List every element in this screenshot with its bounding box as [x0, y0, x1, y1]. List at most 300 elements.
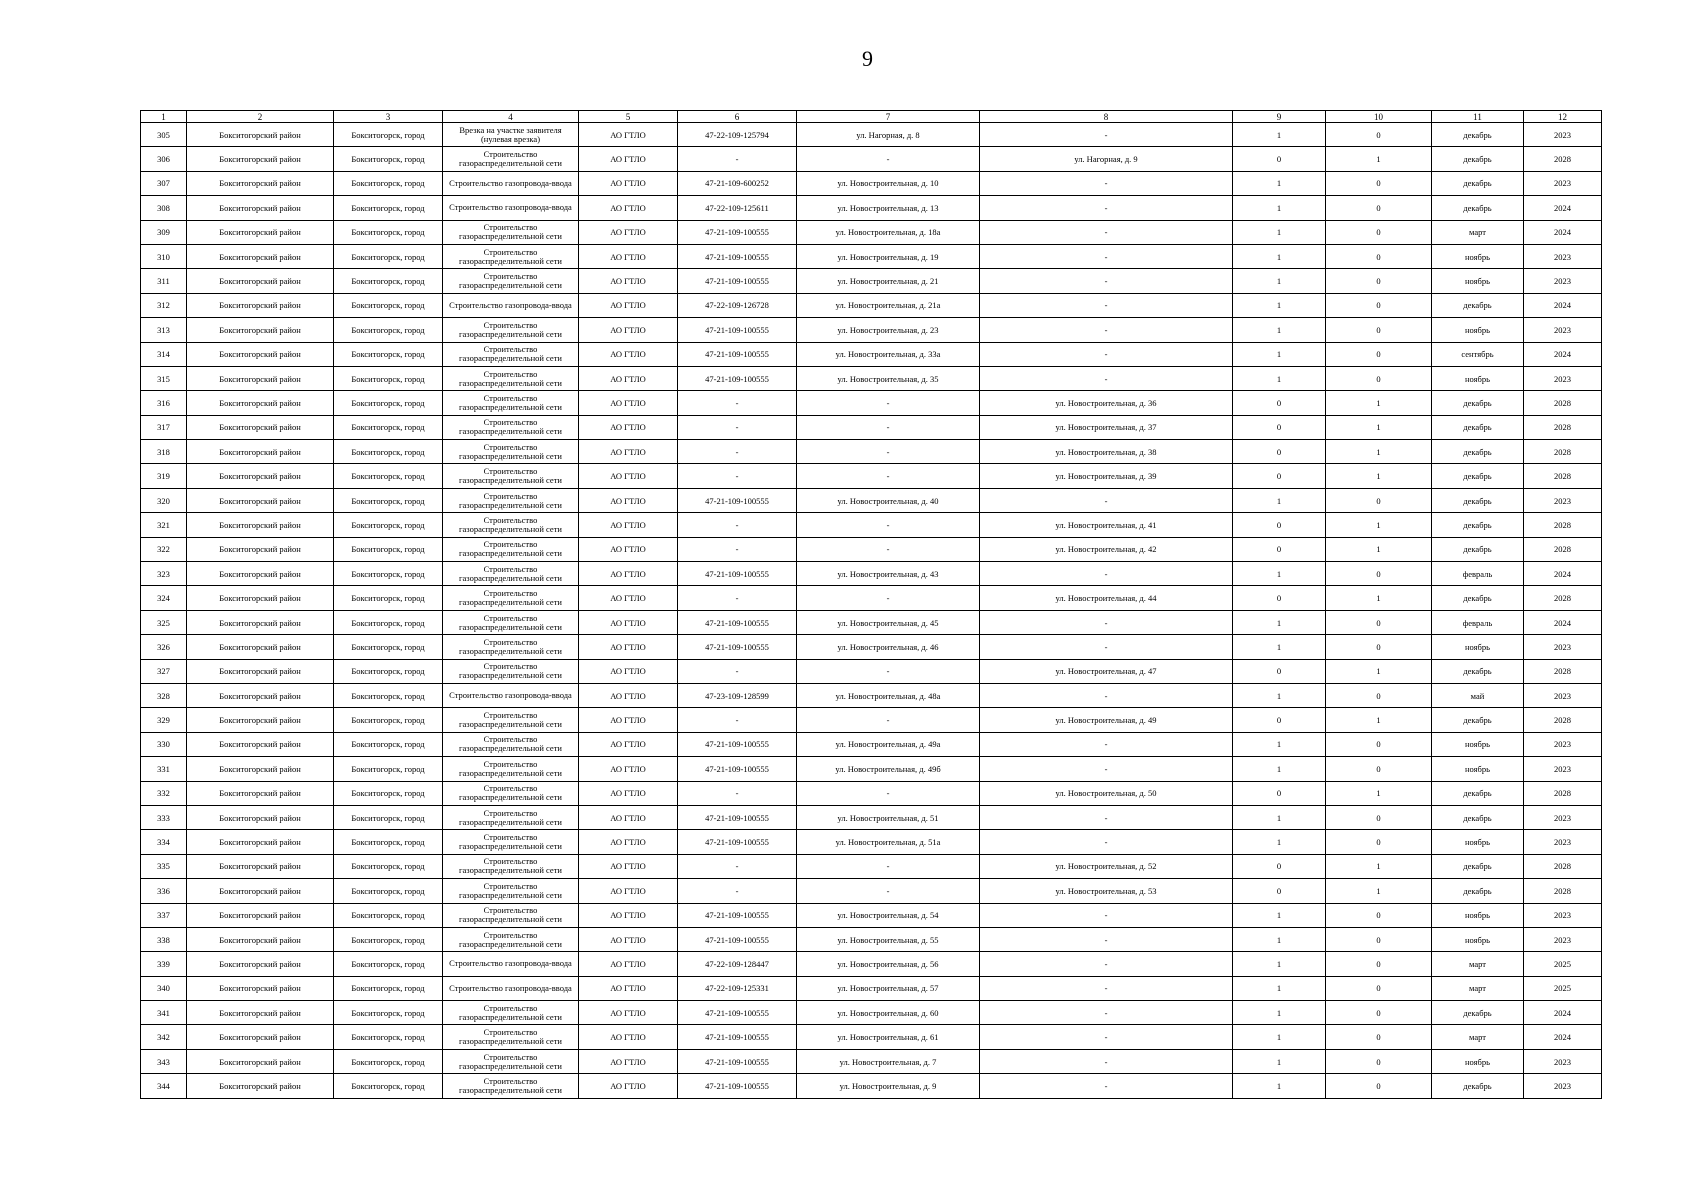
row-number-cell: 341 [141, 1001, 187, 1025]
address-cell: - [797, 440, 980, 464]
planned-address-cell: ул. Новостроительная, д. 39 [980, 464, 1233, 488]
work-type-cell: Строительство газораспределительной сети [443, 562, 579, 586]
work-type-cell: Строительство газораспределительной сети [443, 1001, 579, 1025]
work-type-cell: Строительство газораспределительной сети [443, 513, 579, 537]
row-number-cell: 311 [141, 269, 187, 293]
work-type-cell: Строительство газораспределительной сети [443, 586, 579, 610]
organization-cell: АО ГТЛО [579, 342, 678, 366]
settlement-cell: Бокситогорск, город [334, 318, 443, 342]
organization-cell: АО ГТЛО [579, 269, 678, 293]
count-cell: 1 [1233, 1049, 1326, 1073]
row-number-cell: 336 [141, 879, 187, 903]
settlement-cell: Бокситогорск, город [334, 976, 443, 1000]
row-number-cell: 325 [141, 610, 187, 634]
planned-address-cell: ул. Новостроительная, д. 37 [980, 415, 1233, 439]
row-number-cell: 339 [141, 952, 187, 976]
work-type-cell: Строительство газораспределительной сети [443, 269, 579, 293]
settlement-cell: Бокситогорск, город [334, 1049, 443, 1073]
district-cell: Бокситогорский район [187, 1049, 334, 1073]
year-cell: 2023 [1524, 318, 1602, 342]
count-cell: 1 [1233, 269, 1326, 293]
work-type-cell: Строительство газораспределительной сети [443, 244, 579, 268]
count-cell: 1 [1233, 805, 1326, 829]
organization-cell: АО ГТЛО [579, 879, 678, 903]
planned-address-cell: ул. Новостроительная, д. 36 [980, 391, 1233, 415]
settlement-cell: Бокситогорск, город [334, 537, 443, 561]
organization-cell: АО ГТЛО [579, 1074, 678, 1098]
work-type-cell: Строительство газораспределительной сети [443, 342, 579, 366]
table-row [141, 391, 1602, 415]
column-header-1: 1 [141, 111, 187, 123]
row-number-cell: 332 [141, 781, 187, 805]
object-code-cell: 47-21-109-100555 [678, 318, 797, 342]
object-code-cell: 47-21-109-100555 [678, 366, 797, 390]
organization-cell: АО ГТЛО [579, 415, 678, 439]
settlement-cell: Бокситогорск, город [334, 562, 443, 586]
district-cell: Бокситогорский район [187, 488, 334, 512]
work-type-cell: Строительство газораспределительной сети [443, 440, 579, 464]
work-type-cell: Строительство газораспределительной сети [443, 732, 579, 756]
row-number-cell: 326 [141, 635, 187, 659]
address-cell: ул. Новостроительная, д. 60 [797, 1001, 980, 1025]
address-cell: - [797, 513, 980, 537]
district-cell: Бокситогорский район [187, 854, 334, 878]
table-row [141, 147, 1602, 171]
table-row [141, 196, 1602, 220]
table-row [141, 586, 1602, 610]
table-row [141, 123, 1602, 147]
column-header-10: 10 [1326, 111, 1432, 123]
planned-address-cell: ул. Новостроительная, д. 49 [980, 708, 1233, 732]
settlement-cell: Бокситогорск, город [334, 927, 443, 951]
work-type-cell: Строительство газораспределительной сети [443, 781, 579, 805]
object-code-cell: - [678, 440, 797, 464]
planned-address-cell: ул. Новостроительная, д. 53 [980, 879, 1233, 903]
work-type-cell: Строительство газораспределительной сети [443, 805, 579, 829]
district-cell: Бокситогорский район [187, 683, 334, 707]
settlement-cell: Бокситогорск, город [334, 488, 443, 512]
planned-address-cell: - [980, 903, 1233, 927]
planned-count-cell: 0 [1326, 732, 1432, 756]
planned-address-cell: - [980, 366, 1233, 390]
district-cell: Бокситогорский район [187, 196, 334, 220]
address-cell: ул. Новостроительная, д. 9 [797, 1074, 980, 1098]
district-cell: Бокситогорский район [187, 537, 334, 561]
column-header-12: 12 [1524, 111, 1602, 123]
count-cell: 0 [1233, 464, 1326, 488]
month-cell: декабрь [1432, 196, 1524, 220]
count-cell: 1 [1233, 293, 1326, 317]
object-code-cell: - [678, 854, 797, 878]
object-code-cell: - [678, 659, 797, 683]
planned-count-cell: 1 [1326, 781, 1432, 805]
table-row [141, 440, 1602, 464]
object-code-cell: 47-21-109-100555 [678, 610, 797, 634]
work-type-cell: Строительство газораспределительной сети [443, 1049, 579, 1073]
table-row [141, 513, 1602, 537]
month-cell: декабрь [1432, 879, 1524, 903]
count-cell: 1 [1233, 830, 1326, 854]
month-cell: декабрь [1432, 1001, 1524, 1025]
settlement-cell: Бокситогорск, город [334, 952, 443, 976]
count-cell: 0 [1233, 440, 1326, 464]
organization-cell: АО ГТЛО [579, 464, 678, 488]
address-cell: ул. Новостроительная, д. 23 [797, 318, 980, 342]
year-cell: 2024 [1524, 342, 1602, 366]
column-header-9: 9 [1233, 111, 1326, 123]
work-type-cell: Строительство газораспределительной сети [443, 830, 579, 854]
planned-count-cell: 0 [1326, 927, 1432, 951]
object-code-cell: 47-22-109-128447 [678, 952, 797, 976]
year-cell: 2023 [1524, 805, 1602, 829]
object-code-cell: 47-21-109-100555 [678, 488, 797, 512]
settlement-cell: Бокситогорск, город [334, 732, 443, 756]
address-cell: - [797, 464, 980, 488]
address-cell: ул. Новостроительная, д. 45 [797, 610, 980, 634]
table-row [141, 635, 1602, 659]
address-cell: ул. Новостроительная, д. 61 [797, 1025, 980, 1049]
row-number-cell: 333 [141, 805, 187, 829]
object-code-cell: 47-21-109-100555 [678, 1025, 797, 1049]
table-row [141, 1049, 1602, 1073]
district-cell: Бокситогорский район [187, 171, 334, 195]
organization-cell: АО ГТЛО [579, 732, 678, 756]
count-cell: 0 [1233, 513, 1326, 537]
address-cell: ул. Новостроительная, д. 18а [797, 220, 980, 244]
object-code-cell: 47-21-109-100555 [678, 830, 797, 854]
year-cell: 2024 [1524, 1025, 1602, 1049]
object-code-cell: 47-22-109-125331 [678, 976, 797, 1000]
table-row [141, 1074, 1602, 1098]
object-code-cell: - [678, 415, 797, 439]
district-cell: Бокситогорский район [187, 1025, 334, 1049]
month-cell: ноябрь [1432, 1049, 1524, 1073]
district-cell: Бокситогорский район [187, 269, 334, 293]
object-code-cell: - [678, 708, 797, 732]
district-cell: Бокситогорский район [187, 123, 334, 147]
planned-count-cell: 0 [1326, 342, 1432, 366]
count-cell: 1 [1233, 1025, 1326, 1049]
organization-cell: АО ГТЛО [579, 244, 678, 268]
table-row [141, 269, 1602, 293]
year-cell: 2023 [1524, 1049, 1602, 1073]
district-cell: Бокситогорский район [187, 366, 334, 390]
table-row [141, 854, 1602, 878]
year-cell: 2024 [1524, 562, 1602, 586]
planned-count-cell: 0 [1326, 805, 1432, 829]
planned-address-cell: - [980, 562, 1233, 586]
planned-count-cell: 1 [1326, 440, 1432, 464]
district-cell: Бокситогорский район [187, 1074, 334, 1098]
year-cell: 2023 [1524, 488, 1602, 512]
month-cell: декабрь [1432, 537, 1524, 561]
planned-address-cell: - [980, 1049, 1233, 1073]
year-cell: 2023 [1524, 830, 1602, 854]
address-cell: ул. Нагорная, д. 8 [797, 123, 980, 147]
month-cell: февраль [1432, 562, 1524, 586]
month-cell: март [1432, 220, 1524, 244]
row-number-cell: 317 [141, 415, 187, 439]
organization-cell: АО ГТЛО [579, 293, 678, 317]
settlement-cell: Бокситогорск, город [334, 415, 443, 439]
year-cell: 2023 [1524, 269, 1602, 293]
work-type-cell: Строительство газораспределительной сети [443, 318, 579, 342]
month-cell: декабрь [1432, 586, 1524, 610]
planned-count-cell: 0 [1326, 196, 1432, 220]
row-number-cell: 307 [141, 171, 187, 195]
count-cell: 1 [1233, 562, 1326, 586]
planned-address-cell: ул. Нагорная, д. 9 [980, 147, 1233, 171]
planned-count-cell: 0 [1326, 610, 1432, 634]
count-cell: 0 [1233, 147, 1326, 171]
planned-count-cell: 0 [1326, 366, 1432, 390]
count-cell: 1 [1233, 488, 1326, 512]
column-number-row [141, 111, 1602, 123]
object-code-cell: - [678, 586, 797, 610]
work-type-cell: Строительство газораспределительной сети [443, 635, 579, 659]
settlement-cell: Бокситогорск, город [334, 244, 443, 268]
district-cell: Бокситогорский район [187, 562, 334, 586]
year-cell: 2024 [1524, 610, 1602, 634]
settlement-cell: Бокситогорск, город [334, 220, 443, 244]
settlement-cell: Бокситогорск, город [334, 196, 443, 220]
address-cell: - [797, 854, 980, 878]
planned-address-cell: - [980, 488, 1233, 512]
address-cell: ул. Новостроительная, д. 21 [797, 269, 980, 293]
table-row [141, 537, 1602, 561]
address-cell: ул. Новостроительная, д. 46 [797, 635, 980, 659]
planned-address-cell: - [980, 244, 1233, 268]
planned-count-cell: 1 [1326, 537, 1432, 561]
count-cell: 1 [1233, 171, 1326, 195]
work-type-cell: Строительство газораспределительной сети [443, 927, 579, 951]
table-row [141, 562, 1602, 586]
month-cell: декабрь [1432, 854, 1524, 878]
row-number-cell: 337 [141, 903, 187, 927]
planned-address-cell: - [980, 220, 1233, 244]
work-type-cell: Строительство газораспределительной сети [443, 366, 579, 390]
settlement-cell: Бокситогорск, город [334, 610, 443, 634]
count-cell: 1 [1233, 244, 1326, 268]
address-cell: - [797, 781, 980, 805]
settlement-cell: Бокситогорск, город [334, 830, 443, 854]
row-number-cell: 316 [141, 391, 187, 415]
object-code-cell: - [678, 781, 797, 805]
planned-count-cell: 0 [1326, 220, 1432, 244]
count-cell: 0 [1233, 708, 1326, 732]
planned-address-cell: ул. Новостроительная, д. 47 [980, 659, 1233, 683]
planned-count-cell: 0 [1326, 244, 1432, 268]
settlement-cell: Бокситогорск, город [334, 659, 443, 683]
table-row [141, 488, 1602, 512]
count-cell: 1 [1233, 123, 1326, 147]
month-cell: март [1432, 952, 1524, 976]
work-type-cell: Строительство газораспределительной сети [443, 903, 579, 927]
settlement-cell: Бокситогорск, город [334, 1025, 443, 1049]
district-cell: Бокситогорский район [187, 781, 334, 805]
row-number-cell: 329 [141, 708, 187, 732]
table-row [141, 293, 1602, 317]
object-code-cell: 47-21-109-100555 [678, 757, 797, 781]
year-cell: 2023 [1524, 123, 1602, 147]
district-cell: Бокситогорский район [187, 805, 334, 829]
count-cell: 0 [1233, 781, 1326, 805]
row-number-cell: 309 [141, 220, 187, 244]
planned-address-cell: - [980, 342, 1233, 366]
month-cell: март [1432, 1025, 1524, 1049]
organization-cell: АО ГТЛО [579, 683, 678, 707]
organization-cell: АО ГТЛО [579, 708, 678, 732]
work-type-cell: Строительство газораспределительной сети [443, 391, 579, 415]
address-cell: - [797, 879, 980, 903]
planned-address-cell: ул. Новостроительная, д. 52 [980, 854, 1233, 878]
settlement-cell: Бокситогорск, город [334, 805, 443, 829]
work-type-cell: Строительство газопровода-ввода [443, 171, 579, 195]
year-cell: 2023 [1524, 635, 1602, 659]
planned-count-cell: 1 [1326, 513, 1432, 537]
work-type-cell: Строительство газораспределительной сети [443, 1074, 579, 1098]
address-cell: ул. Новостроительная, д. 35 [797, 366, 980, 390]
row-number-cell: 321 [141, 513, 187, 537]
district-cell: Бокситогорский район [187, 244, 334, 268]
address-cell: ул. Новостроительная, д. 48а [797, 683, 980, 707]
work-type-cell: Строительство газораспределительной сети [443, 708, 579, 732]
row-number-cell: 308 [141, 196, 187, 220]
address-cell: ул. Новостроительная, д. 7 [797, 1049, 980, 1073]
year-cell: 2023 [1524, 171, 1602, 195]
count-cell: 0 [1233, 537, 1326, 561]
row-number-cell: 344 [141, 1074, 187, 1098]
month-cell: декабрь [1432, 171, 1524, 195]
column-header-7: 7 [797, 111, 980, 123]
address-cell: ул. Новостроительная, д. 40 [797, 488, 980, 512]
count-cell: 0 [1233, 854, 1326, 878]
year-cell: 2028 [1524, 415, 1602, 439]
year-cell: 2023 [1524, 903, 1602, 927]
work-type-cell: Строительство газораспределительной сети [443, 854, 579, 878]
district-cell: Бокситогорский район [187, 318, 334, 342]
year-cell: 2028 [1524, 781, 1602, 805]
planned-count-cell: 0 [1326, 1074, 1432, 1098]
settlement-cell: Бокситогорск, город [334, 123, 443, 147]
settlement-cell: Бокситогорск, город [334, 879, 443, 903]
object-code-cell: 47-21-109-100555 [678, 1074, 797, 1098]
year-cell: 2023 [1524, 244, 1602, 268]
planned-address-cell: - [980, 196, 1233, 220]
address-cell: - [797, 415, 980, 439]
year-cell: 2024 [1524, 293, 1602, 317]
organization-cell: АО ГТЛО [579, 318, 678, 342]
planned-count-cell: 1 [1326, 586, 1432, 610]
planned-count-cell: 0 [1326, 903, 1432, 927]
organization-cell: АО ГТЛО [579, 196, 678, 220]
table-row [141, 171, 1602, 195]
work-type-cell: Строительство газопровода-ввода [443, 976, 579, 1000]
table-row [141, 683, 1602, 707]
organization-cell: АО ГТЛО [579, 903, 678, 927]
year-cell: 2023 [1524, 757, 1602, 781]
settlement-cell: Бокситогорск, город [334, 757, 443, 781]
table-row [141, 757, 1602, 781]
organization-cell: АО ГТЛО [579, 781, 678, 805]
district-cell: Бокситогорский район [187, 440, 334, 464]
work-type-cell: Строительство газораспределительной сети [443, 1025, 579, 1049]
work-type-cell: Строительство газораспределительной сети [443, 610, 579, 634]
district-cell: Бокситогорский район [187, 293, 334, 317]
year-cell: 2024 [1524, 196, 1602, 220]
address-cell: ул. Новостроительная, д. 21а [797, 293, 980, 317]
table-row [141, 952, 1602, 976]
row-number-cell: 305 [141, 123, 187, 147]
count-cell: 1 [1233, 976, 1326, 1000]
planned-address-cell: ул. Новостроительная, д. 44 [980, 586, 1233, 610]
object-code-cell: 47-21-109-100555 [678, 927, 797, 951]
count-cell: 1 [1233, 732, 1326, 756]
organization-cell: АО ГТЛО [579, 854, 678, 878]
count-cell: 1 [1233, 196, 1326, 220]
settlement-cell: Бокситогорск, город [334, 1001, 443, 1025]
month-cell: сентябрь [1432, 342, 1524, 366]
row-number-cell: 335 [141, 854, 187, 878]
planned-address-cell: - [980, 976, 1233, 1000]
district-cell: Бокситогорский район [187, 342, 334, 366]
planned-count-cell: 1 [1326, 464, 1432, 488]
settlement-cell: Бокситогорск, город [334, 1074, 443, 1098]
address-cell: - [797, 586, 980, 610]
address-cell: - [797, 659, 980, 683]
row-number-cell: 319 [141, 464, 187, 488]
month-cell: декабрь [1432, 440, 1524, 464]
month-cell: ноябрь [1432, 635, 1524, 659]
planned-count-cell: 0 [1326, 830, 1432, 854]
month-cell: май [1432, 683, 1524, 707]
table-row [141, 830, 1602, 854]
district-cell: Бокситогорский район [187, 147, 334, 171]
table-row [141, 1025, 1602, 1049]
planned-count-cell: 0 [1326, 318, 1432, 342]
planned-count-cell: 0 [1326, 488, 1432, 512]
object-code-cell: 47-21-109-100555 [678, 269, 797, 293]
district-cell: Бокситогорский район [187, 659, 334, 683]
year-cell: 2028 [1524, 464, 1602, 488]
organization-cell: АО ГТЛО [579, 927, 678, 951]
count-cell: 0 [1233, 415, 1326, 439]
settlement-cell: Бокситогорск, город [334, 440, 443, 464]
settlement-cell: Бокситогорск, город [334, 683, 443, 707]
object-code-cell: - [678, 391, 797, 415]
object-code-cell: 47-21-109-100555 [678, 562, 797, 586]
row-number-cell: 324 [141, 586, 187, 610]
district-cell: Бокситогорский район [187, 927, 334, 951]
row-number-cell: 342 [141, 1025, 187, 1049]
table-row [141, 342, 1602, 366]
planned-count-cell: 0 [1326, 1049, 1432, 1073]
row-number-cell: 310 [141, 244, 187, 268]
month-cell: декабрь [1432, 391, 1524, 415]
month-cell: декабрь [1432, 488, 1524, 512]
object-code-cell: 47-23-109-128599 [678, 683, 797, 707]
row-number-cell: 306 [141, 147, 187, 171]
month-cell: ноябрь [1432, 244, 1524, 268]
work-type-cell: Строительство газораспределительной сети [443, 147, 579, 171]
column-header-6: 6 [678, 111, 797, 123]
planned-count-cell: 1 [1326, 391, 1432, 415]
row-number-cell: 327 [141, 659, 187, 683]
planned-address-cell: - [980, 635, 1233, 659]
district-cell: Бокситогорский район [187, 708, 334, 732]
month-cell: декабрь [1432, 1074, 1524, 1098]
table-row [141, 879, 1602, 903]
